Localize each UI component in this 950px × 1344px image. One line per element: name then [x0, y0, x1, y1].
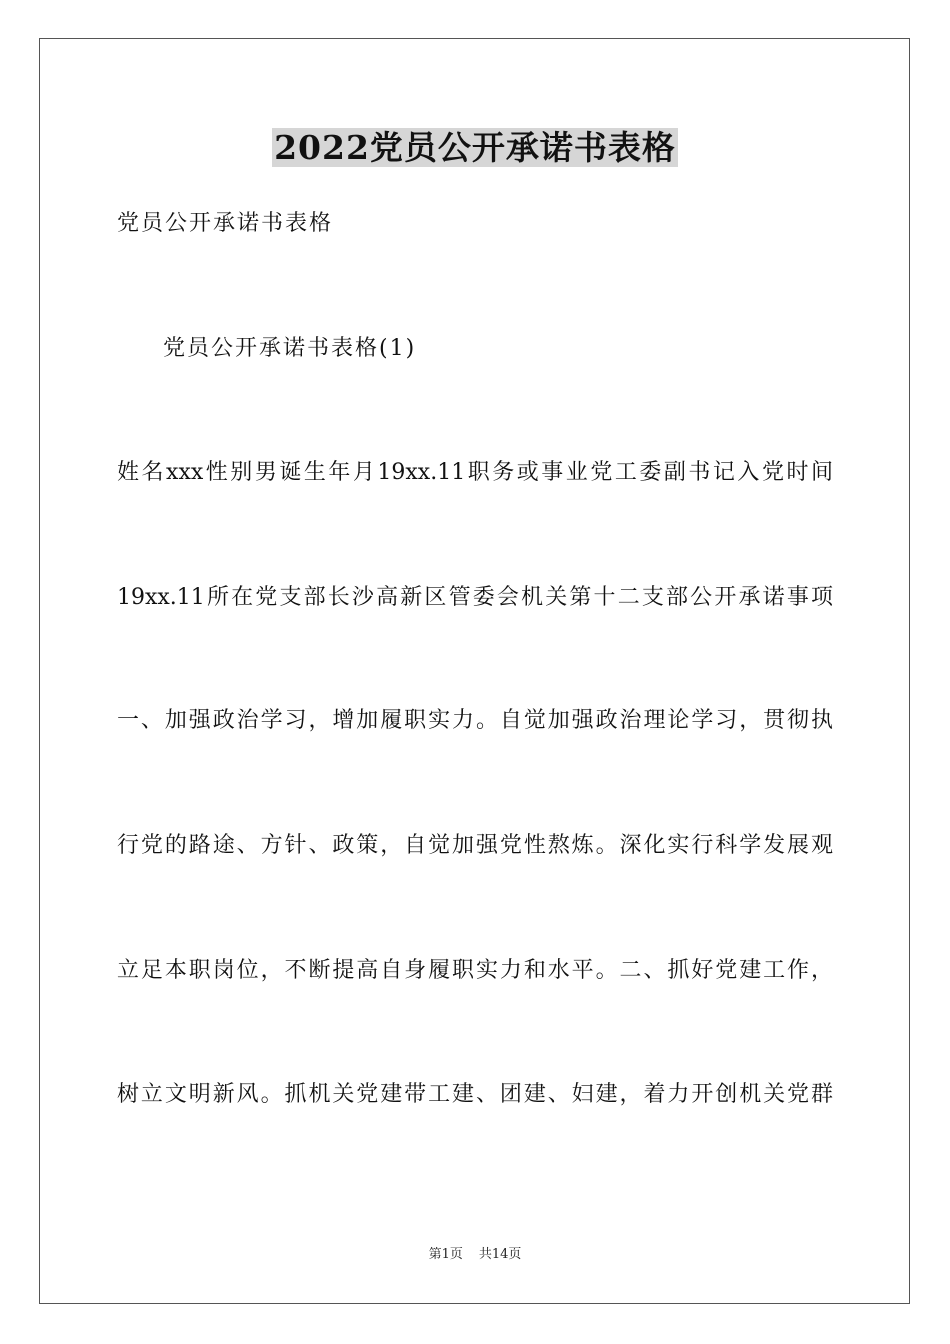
body-line-3: 一、加强政治学习，增加履职实力。自觉加强政治理论学习，贯彻执 [117, 708, 833, 733]
document-title-text: 2022党员公开承诺书表格 [274, 128, 676, 167]
body-line-6: 树立文明新风。抓机关党建带工建、团建、妇建，着力开创机关党群 [117, 1082, 833, 1107]
document-title [0, 126, 950, 170]
section-heading: 党员公开承诺书表格(1) [163, 336, 417, 361]
body-line-5: 立足本职岗位，不断提高自身履职实力和水平。二、抓好党建工作， [117, 958, 833, 983]
page-total: 共14页 [478, 1247, 522, 1262]
body-line-2: 19xx.11所在党支部长沙高新区管委会机关第十二支部公开承诺事项 [117, 585, 833, 610]
body-line-4: 行党的路途、方针、政策，自觉加强党性熬炼。深化实行科学发展观 [117, 833, 833, 858]
body-line-1: 姓名xxx性别男诞生年月19xx.11职务或事业党工委副书记入党时间 [117, 460, 833, 485]
page-footer [0, 1246, 950, 1264]
document-subtitle: 党员公开承诺书表格 [117, 211, 334, 236]
page-number: 第1页 [428, 1247, 463, 1262]
